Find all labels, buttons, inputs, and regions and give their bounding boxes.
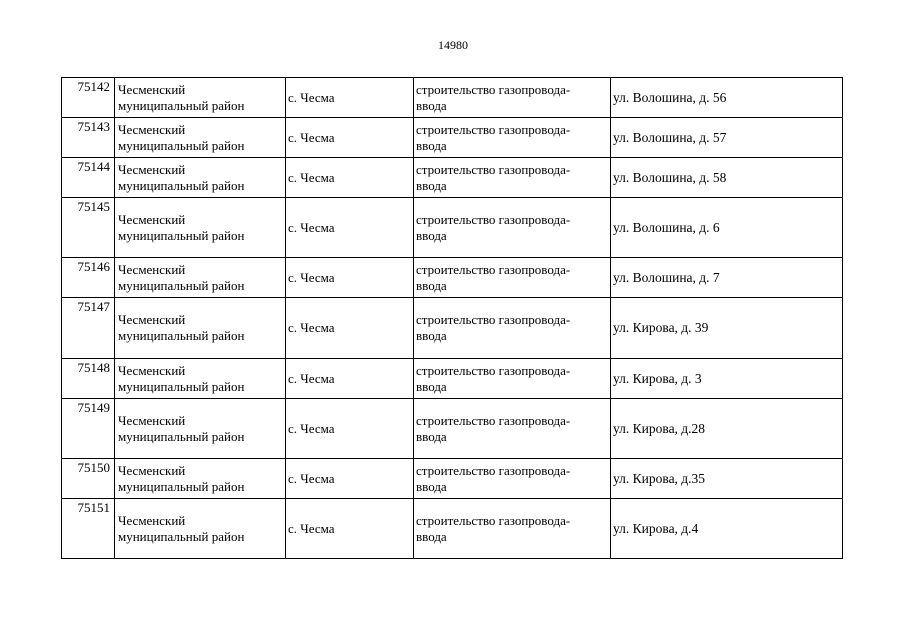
address-cell: ул. Кирова, д. 39 (611, 298, 843, 359)
address-cell: ул. Волошина, д. 56 (611, 78, 843, 118)
row-number: 75145 (62, 198, 115, 258)
work-type-line-1: строительство газопровода- (416, 211, 571, 227)
address-cell: ул. Волошина, д. 6 (611, 198, 843, 258)
work-type-line-2: ввода (416, 328, 447, 343)
district-line-1: Чесменский (118, 512, 186, 528)
district-line-1: Чесменский (118, 81, 186, 97)
district-line-1: Чесменский (118, 161, 186, 177)
work-type-line-2: ввода (416, 227, 447, 243)
district-line-1: Чесменский (118, 362, 186, 378)
address-cell: ул. Кирова, д.35 (611, 459, 843, 499)
work-type-line-2: ввода (416, 528, 447, 544)
work-type-line-2: ввода (416, 428, 447, 444)
address-cell: ул. Волошина, д. 7 (611, 258, 843, 298)
work-type-line-1: строительство газопровода- (416, 462, 571, 478)
address-cell: ул. Волошина, д. 58 (611, 158, 843, 198)
work-type-line-1: строительство газопровода- (416, 362, 571, 378)
row-number: 75144 (62, 158, 115, 198)
district-line-2: муниципальный район (118, 177, 245, 193)
work-type-cell (414, 298, 611, 359)
row-number: 75147 (62, 298, 115, 359)
table-row (62, 258, 843, 298)
district-cell (115, 158, 286, 198)
row-number: 75146 (62, 258, 115, 298)
table-row (62, 359, 843, 399)
work-type-cell (414, 459, 611, 499)
district-line-1: Чесменский (118, 121, 186, 137)
work-type-line-1: строительство газопровода- (416, 312, 571, 327)
row-number: 75148 (62, 359, 115, 399)
settlement-cell: с. Чесма (286, 198, 414, 258)
address-cell: ул. Кирова, д.4 (611, 499, 843, 559)
settlement-cell: с. Чесма (286, 499, 414, 559)
registry-table (61, 77, 843, 559)
work-type-cell (414, 158, 611, 198)
district-line-1: Чесменский (118, 261, 186, 277)
work-type-line-1: строительство газопровода- (416, 161, 571, 177)
work-type-line-2: ввода (416, 137, 447, 153)
table-row (62, 298, 843, 359)
work-type-line-1: строительство газопровода- (416, 261, 571, 277)
table-row (62, 78, 843, 118)
district-line-2: муниципальный район (118, 428, 245, 444)
table-row (62, 399, 843, 459)
district-line-1: Чесменский (118, 412, 186, 428)
work-type-line-2: ввода (416, 378, 447, 394)
district-cell (115, 118, 286, 158)
row-number: 75150 (62, 459, 115, 499)
work-type-line-2: ввода (416, 97, 447, 113)
work-type-line-2: ввода (416, 177, 447, 193)
district-cell (115, 258, 286, 298)
district-cell (115, 359, 286, 399)
settlement-cell: с. Чесма (286, 78, 414, 118)
work-type-cell (414, 359, 611, 399)
work-type-cell (414, 78, 611, 118)
table-row (62, 459, 843, 499)
settlement-cell: с. Чесма (286, 459, 414, 499)
address-cell: ул. Кирова, д. 3 (611, 359, 843, 399)
work-type-line-2: ввода (416, 277, 447, 293)
district-cell (115, 78, 286, 118)
row-number: 75142 (62, 78, 115, 118)
district-line-1: Чесменский (118, 462, 186, 478)
settlement-cell: с. Чесма (286, 258, 414, 298)
settlement-cell: с. Чесма (286, 298, 414, 359)
work-type-line-1: строительство газопровода- (416, 412, 571, 428)
page-number: 14980 (438, 38, 468, 52)
district-line-2: муниципальный район (118, 328, 245, 343)
district-cell (115, 198, 286, 258)
settlement-cell: с. Чесма (286, 359, 414, 399)
work-type-line-2: ввода (416, 478, 447, 494)
work-type-line-1: строительство газопровода- (416, 121, 571, 137)
work-type-cell (414, 198, 611, 258)
row-number: 75143 (62, 118, 115, 158)
work-type-cell (414, 258, 611, 298)
district-line-2: муниципальный район (118, 378, 245, 394)
district-line-1: Чесменский (118, 211, 186, 227)
district-line-2: муниципальный район (118, 478, 245, 494)
district-line-2: муниципальный район (118, 227, 245, 243)
settlement-cell: с. Чесма (286, 118, 414, 158)
district-line-2: муниципальный район (118, 528, 245, 544)
table-row (62, 198, 843, 258)
district-cell (115, 298, 286, 359)
district-cell (115, 399, 286, 459)
district-line-2: муниципальный район (118, 97, 245, 113)
district-cell (115, 499, 286, 559)
district-line-2: муниципальный район (118, 277, 245, 293)
address-cell: ул. Кирова, д.28 (611, 399, 843, 459)
district-line-2: муниципальный район (118, 137, 245, 153)
settlement-cell: с. Чесма (286, 399, 414, 459)
row-number: 75151 (62, 499, 115, 559)
table-row (62, 499, 843, 559)
row-number: 75149 (62, 399, 115, 459)
work-type-cell (414, 399, 611, 459)
district-cell (115, 459, 286, 499)
district-line-1: Чесменский (118, 312, 186, 327)
address-cell: ул. Волошина, д. 57 (611, 118, 843, 158)
settlement-cell: с. Чесма (286, 158, 414, 198)
work-type-line-1: строительство газопровода- (416, 512, 571, 528)
work-type-cell (414, 499, 611, 559)
table-row (62, 118, 843, 158)
work-type-line-1: строительство газопровода- (416, 81, 571, 97)
table-row (62, 158, 843, 198)
work-type-cell (414, 118, 611, 158)
